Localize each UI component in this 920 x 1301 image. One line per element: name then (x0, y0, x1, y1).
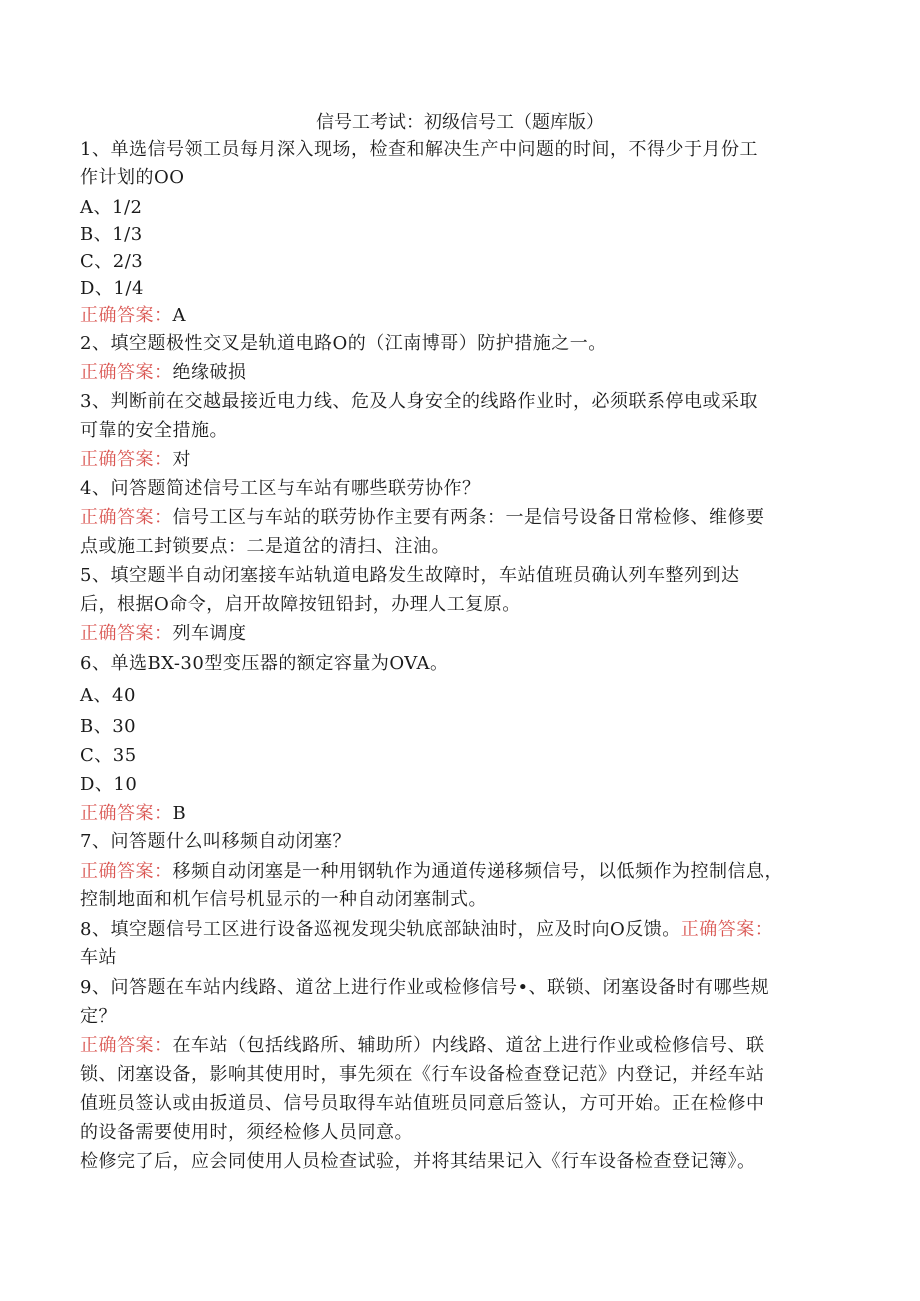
answer-value: 绝缘破损 (172, 362, 247, 383)
answer-label: 正确答案： (80, 449, 173, 470)
question-7-answer-line-2: 控制地面和机乍信号机显示的一种自动闭塞制式。 (80, 889, 487, 910)
question-6-answer (80, 801, 186, 827)
question-2-text: 2、填空题极性交叉是轨道电路O的（江南博哥）防护措施之一。 (80, 333, 607, 354)
question-1-line-1: 1、单选信号领工员每月深入现场，检查和解决生产中问题的时间，不得少于月份工 (80, 139, 758, 160)
answer-value: B (172, 803, 187, 824)
question-4-text: 4、问答题简述信号工区与车站有哪些联劳协作？ (80, 478, 481, 499)
question-1-line-2: 作计划的OO (80, 167, 185, 188)
answer-label: 正确答案： (80, 362, 173, 383)
question-2-answer (80, 360, 247, 386)
question-6-option-b: B、30 (80, 716, 137, 737)
question-9-answer-line-2: 锁、闭塞设备，影响其使用时，事先须在《行车设备检查登记范》内登记，并经车站 (80, 1064, 765, 1085)
question-6-option-d: D、10 (80, 774, 138, 795)
answer-value: A (172, 305, 186, 326)
answer-label: 正确答案： (80, 305, 173, 326)
answer-label: 正确答案： (80, 803, 173, 824)
question-9-answer-line-5: 检修完了后，应会同使用人员检查试验，并将其结果记入《行车设备检查登记簿》。 (80, 1151, 756, 1172)
question-1-option-d: D、1/4 (80, 278, 144, 299)
question-8-answer: 车站 (80, 947, 117, 968)
question-7-text: 7、问答题什么叫移频自动闭塞？ (80, 831, 351, 852)
question-6-option-c: C、35 (80, 745, 137, 766)
question-3-line-1: 3、判断前在交越最接近电力线、危及人身安全的线路作业时，必须联系停电或采取 (80, 391, 758, 412)
question-9-line-1: 9、问答题在车站内线路、道岔上进行作业或检修信号•、联锁、闭塞设备时有哪些规 (80, 977, 770, 998)
question-5-line-1: 5、填空题半自动闭塞接车站轨道电路发生故障时，车站值班员确认列车整列到达 (80, 565, 740, 586)
question-7-answer-line-1 (80, 859, 783, 885)
question-6-text: 6、单选BX-30型变压器的额定容量为OVA。 (80, 653, 449, 674)
answer-value: 移频自动闭塞是一种用钢轨作为通道传递移频信号，以低频作为控制信息， (172, 861, 783, 882)
question-1-option-b: B、1/3 (80, 224, 143, 245)
answer-value: 列车调度 (172, 623, 247, 644)
question-6-option-a: A、40 (80, 685, 136, 706)
question-9-line-2: 定？ (80, 1006, 117, 1027)
answer-label: 正确答案： (80, 861, 173, 882)
answer-value: 信号工区与车站的联劳协作主要有两条：一是信号设备日常检修、维修要 (172, 507, 765, 528)
question-1-option-a: A、1/2 (80, 197, 143, 218)
question-9-answer-line-1 (80, 1033, 765, 1059)
answer-label: 正确答案： (80, 507, 173, 528)
answer-label: 正确答案： (680, 919, 774, 940)
question-9-answer-line-4: 的设备需要使用时，须经检修人员同意。 (80, 1122, 413, 1143)
question-1-answer (80, 303, 186, 329)
answer-label: 正确答案： (80, 623, 173, 644)
answer-value: 对 (172, 449, 191, 470)
question-9-answer-line-3: 值班员签认或由扳道员、信号员取得车站值班员同意后签认，方可开始。正在检修中 (80, 1093, 765, 1114)
question-5-answer (80, 621, 247, 647)
question-3-answer (80, 447, 191, 473)
question-1-option-c: C、2/3 (80, 251, 144, 272)
question-8-body: 8、填空题信号工区进行设备巡视发现尖轨底部缺油时，应及时向O反馈。 (80, 919, 681, 940)
question-5-line-2: 后，根据O命令，启开故障按钮铅封，办理人工复原。 (80, 594, 521, 615)
question-3-line-2: 可靠的安全措施。 (80, 420, 228, 441)
question-4-answer-line-1 (80, 505, 765, 531)
question-8-text (80, 917, 773, 943)
page-title: 信号工考试：初级信号工（题库版） (316, 112, 604, 133)
answer-value: 在车站（包括线路所、辅助所）内线路、道岔上进行作业或检修信号、联 (172, 1035, 765, 1056)
answer-label: 正确答案： (80, 1035, 173, 1056)
question-4-answer-line-2: 点或施工封锁要点：二是道岔的清扫、注油。 (80, 536, 450, 557)
